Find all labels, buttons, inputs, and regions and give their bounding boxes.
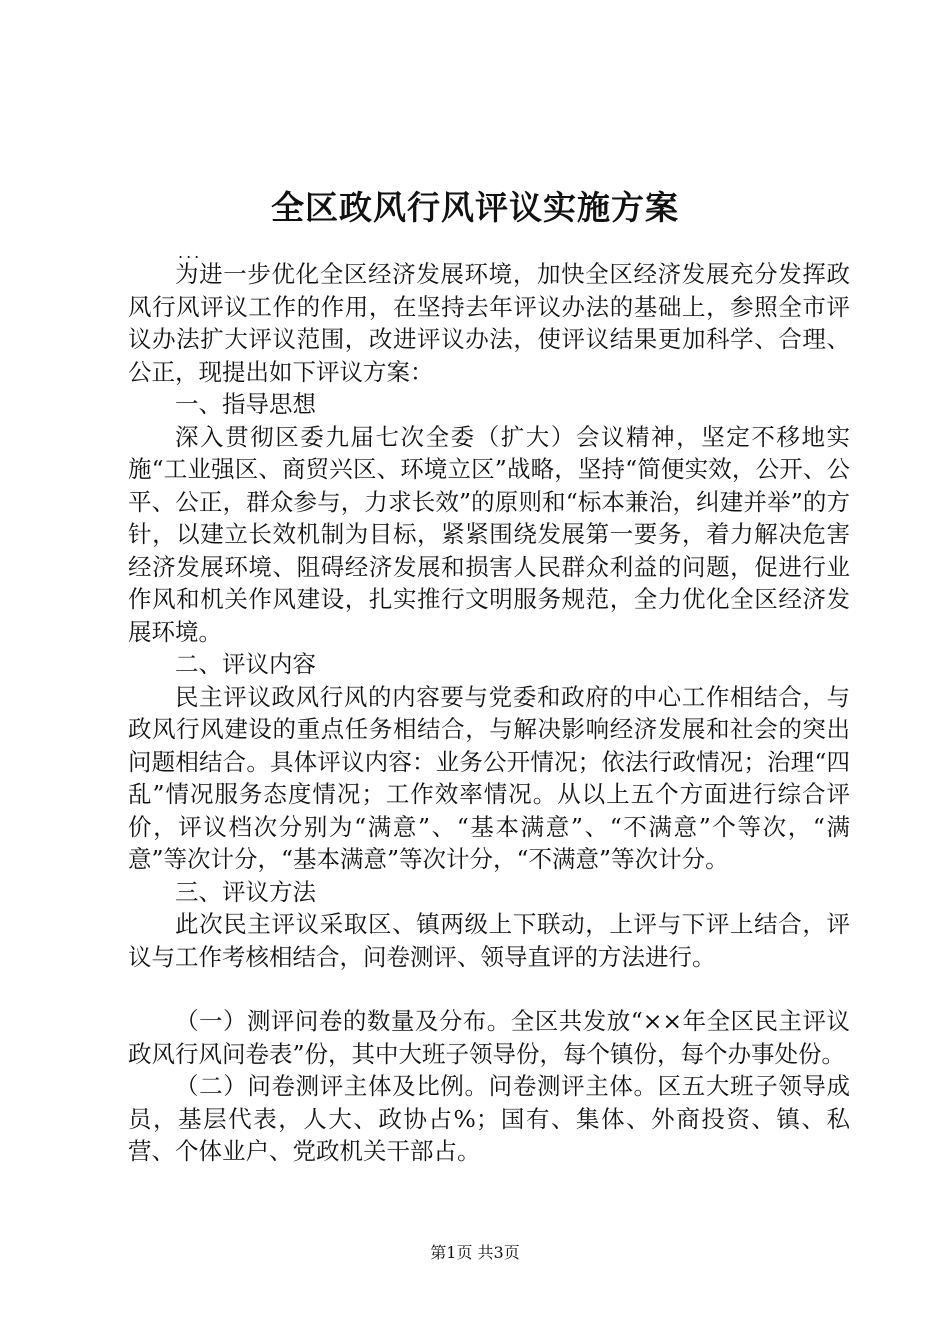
questionnaire-distribution-paragraph: （一）测评问卷的数量及分布。全区共发放“××年全区民主评议政风行风问卷表”份，其中大班子领导份，每个镇份，每个办事处份。 <box>128 1007 850 1068</box>
document-body <box>128 258 850 1168</box>
section-heading-evaluation-method: 三、评议方法 <box>175 877 316 906</box>
evaluation-content-paragraph: 民主评议政风行风的内容要与党委和政府的中心工作相结合，与政风行风建设的重点任务相结合，与解决影响经济发展和社会的突出问题相结合。具体评议内容：业务公开情况；依法行政情况；治理“四乱”情况服务态度情况；工作效率情况。从以上五个方面进行综合评价，评议档次分别为“满意”、“基本满意”、“不满意”个等次，“满意”等次计分，“基本满意”等次计分，“不满意”等次计分。 <box>128 682 850 873</box>
document-title: 全区政风行风评议实施方案 <box>271 188 679 227</box>
ellipsis-mark: ... <box>178 243 203 262</box>
evaluation-method-paragraph: 此次民主评议采取区、镇两级上下联动，上评与下评上结合，评议与工作考核相结合，问卷测评、领导直评的方法进行。 <box>128 910 850 971</box>
page-footer: 第1页 共3页 <box>430 1243 520 1262</box>
section-heading-evaluation-content: 二、评议内容 <box>175 650 316 678</box>
guiding-ideology-paragraph: 深入贯彻区委九届七次全委（扩大）会议精神，坚定不移地实施“工业强区、商贸兴区、环境立区”战略，坚持“简便实效，公开、公平、公正，群众参与，力求长效”的原则和“标本兼治，纠建并举”的方针，以建立长效机制为目标，紧紧围绕发展第一要务，着力解决危害经济发展环境、阻碍经济发展和损害人民群众利益的问题，促进行业作风和机关作风建设，扎实推行文明服务规范，全力优化全区经济发展环境。 <box>128 422 850 646</box>
questionnaire-subjects-paragraph: （二）问卷测评主体及比例。问卷测评主体。区五大班子领导成员，基层代表，人大、政协占%；国有、集体、外商投资、镇、私营、个体业户、党政机关干部占。 <box>128 1072 850 1165</box>
intro-paragraph: 为进一步优化全区经济发展环境，加快全区经济发展充分发挥政风行风评议工作的作用，在坚持去年评议办法的基础上，参照全市评议办法扩大评议范围，改进评议办法，使评议结果更加科学、合理、公正，现提出如下评议方案： <box>128 260 850 386</box>
section-heading-guiding-ideology: 一、指导思想 <box>175 390 316 418</box>
